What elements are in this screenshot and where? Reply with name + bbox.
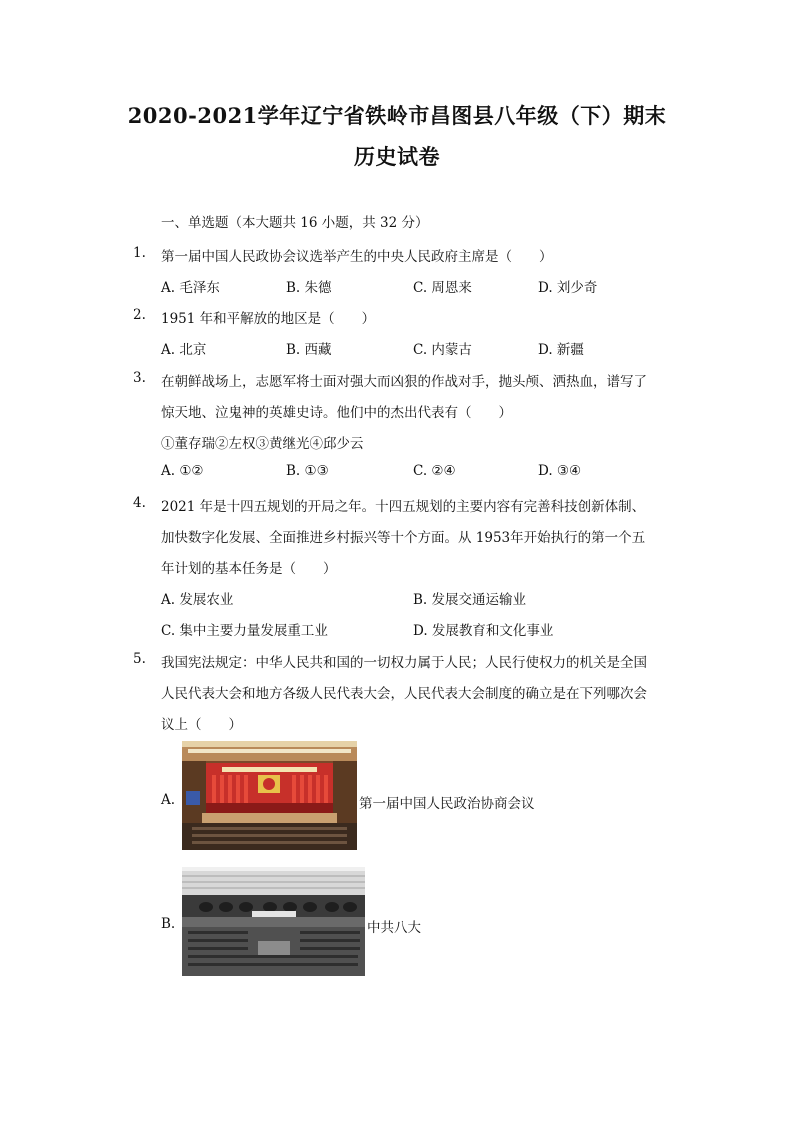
question-1-option-c: C. 周恩来 bbox=[413, 280, 472, 296]
question-2-option-b: B. 西藏 bbox=[286, 342, 332, 358]
question-4-option-c: C. 集中主要力量发展重工业 bbox=[161, 623, 328, 639]
question-1-option-a: A. 毛泽东 bbox=[161, 280, 220, 296]
question-5-number: 5. bbox=[133, 651, 146, 667]
question-1-option-d: D. 刘少奇 bbox=[538, 280, 598, 296]
question-5-text-line-2: 人民代表大会和地方各级人民代表大会，人民代表大会制度的确立是在下列哪次会 bbox=[161, 686, 647, 702]
congress-hall-bw-photo bbox=[182, 867, 365, 976]
question-3-option-b: B. ①③ bbox=[286, 463, 329, 479]
question-3-text-line-2: 惊天地、泣鬼神的英雄史诗。他们中的杰出代表有（ ） bbox=[161, 405, 512, 421]
question-5-option-b-photo bbox=[182, 867, 365, 976]
question-2-text: 1951 年和平解放的地区是（ ） bbox=[161, 311, 376, 327]
question-3-text-line-1: 在朝鲜战场上，志愿军将士面对强大而凶狠的作战对手，抛头颅、洒热血，谱写了 bbox=[161, 374, 647, 390]
question-2-option-d: D. 新疆 bbox=[538, 342, 584, 358]
question-1-number: 1. bbox=[133, 245, 146, 261]
question-3-option-d: D. ③④ bbox=[538, 463, 582, 479]
question-3-text-line-3: ①董存瑞②左权③黄继光④邱少云 bbox=[161, 436, 364, 452]
exam-title-line-2: 历史试卷 bbox=[354, 144, 440, 169]
congress-hall-color-photo bbox=[182, 741, 357, 850]
question-4-option-b: B. 发展交通运输业 bbox=[413, 592, 527, 608]
question-3-option-a: A. ①② bbox=[161, 463, 204, 479]
question-5-option-b-caption: 中共八大 bbox=[367, 920, 421, 936]
question-3-number: 3. bbox=[133, 370, 146, 386]
question-1-option-b: B. 朱德 bbox=[286, 280, 332, 296]
question-4-text-line-3: 年计划的基本任务是（ ） bbox=[161, 561, 337, 577]
question-5-text-line-3: 议上（ ） bbox=[161, 717, 242, 733]
question-5-option-a: A. bbox=[161, 792, 176, 808]
question-4-number: 4. bbox=[133, 495, 146, 511]
question-5-text-line-1: 我国宪法规定：中华人民共和国的一切权力属于人民；人民行使权力的机关是全国 bbox=[161, 655, 647, 671]
question-4-text-line-1: 2021 年是十四五规划的开局之年。十四五规划的主要内容有完善科技创新体制、 bbox=[161, 499, 646, 515]
question-3-option-c: C. ②④ bbox=[413, 463, 456, 479]
question-1-text: 第一届中国人民政协会议选举产生的中央人民政府主席是（ ） bbox=[161, 249, 553, 265]
question-5-option-a-caption: 第一届中国人民政治协商会议 bbox=[359, 796, 535, 812]
question-5-option-a-photo bbox=[182, 741, 357, 850]
exam-title-line-1: 2020-2021学年辽宁省铁岭市昌图县八年级（下）期末 bbox=[127, 103, 667, 128]
question-2-option-c: C. 内蒙古 bbox=[413, 342, 472, 358]
question-2-option-a: A. 北京 bbox=[161, 342, 207, 358]
question-4-option-d: D. 发展教育和文化事业 bbox=[413, 623, 554, 639]
question-4-option-a: A. 发展农业 bbox=[161, 592, 234, 608]
question-4-text-line-2: 加快数字化发展、全面推进乡村振兴等十个方面。从 1953年开始执行的第一个五 bbox=[161, 530, 646, 546]
section-heading: 一、单选题（本大题共 16 小题，共 32 分） bbox=[161, 215, 429, 231]
question-2-number: 2. bbox=[133, 307, 146, 323]
question-5-option-b: B. bbox=[161, 916, 176, 932]
